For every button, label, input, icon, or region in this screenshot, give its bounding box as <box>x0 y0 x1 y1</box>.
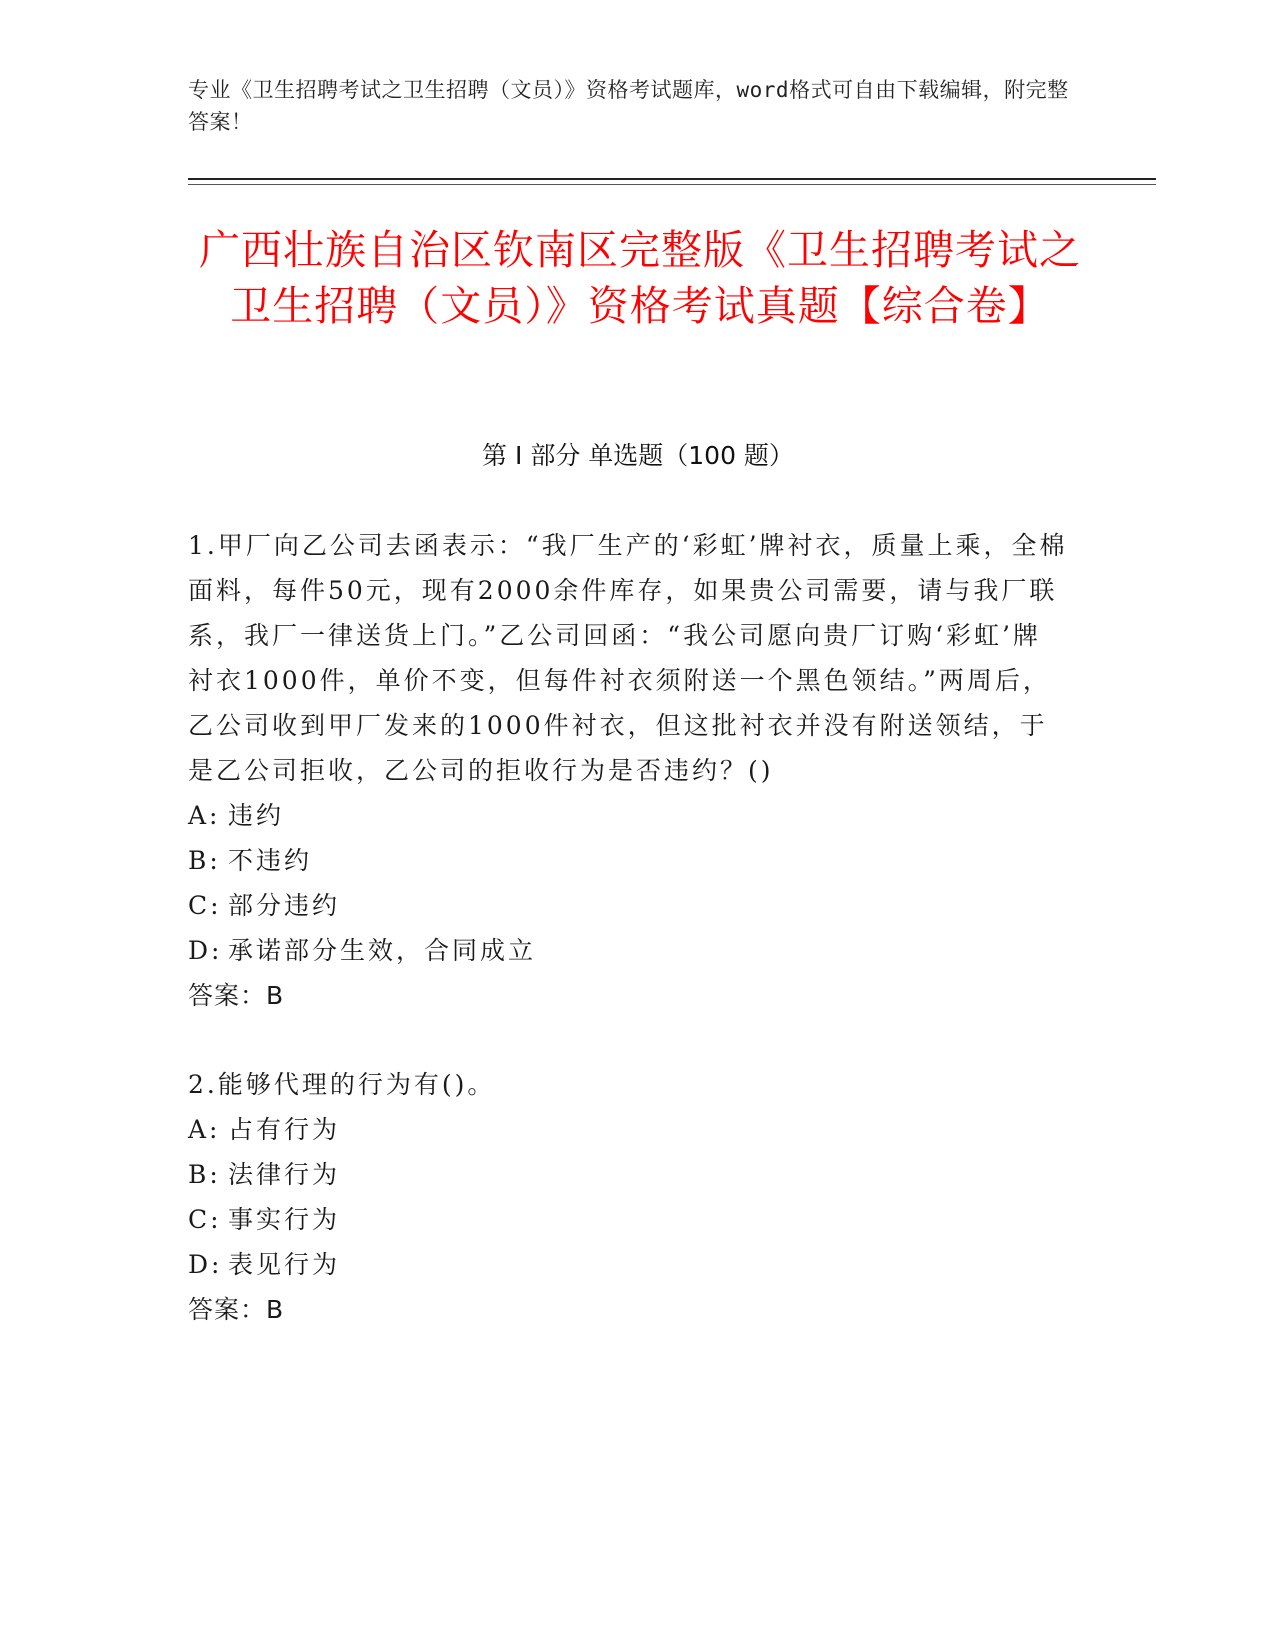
option-text: 承诺部分生效，合同成立 <box>228 936 537 965</box>
option-text: 违约 <box>228 801 285 830</box>
option-text: 占有行为 <box>228 1115 341 1144</box>
answer: 答案：B <box>188 981 285 1010</box>
option-text: 部分违约 <box>228 891 341 920</box>
document-title: 广西壮族自治区钦南区完整版《卫生招聘考试之卫生招聘（文员）》资格考试真题【综合卷】 <box>199 226 1081 330</box>
question-stem: 1.甲厂向乙公司去函表示：“我厂生产的‘彩虹’牌衬衣，质量上乘，全棉面料，每件50元，现有2000余件库存，如果贵公司需要，请与我厂联系，我厂一律送货上门。”乙公司回函：“我公司愿向贵厂订购‘彩虹’牌衬衣1000件，单价不变，但每件衬衣须附送一个黑色领结。”两周后，乙公司收到甲厂发来的1000件衬衣，但这批衬衣并没有附送领结，于是乙公司拒收，乙公司的拒收行为是否违约？() <box>188 531 1068 785</box>
option-a <box>188 1107 1068 1152</box>
answer: 答案：B <box>188 1295 285 1324</box>
option-letter: D: <box>188 936 223 965</box>
option-letter: A: <box>188 801 221 830</box>
option-letter: B: <box>188 1160 221 1189</box>
option-b <box>188 1152 1068 1197</box>
section-heading: 第 I 部分 单选题（100 题） <box>482 441 794 470</box>
option-text: 法律行为 <box>228 1160 341 1189</box>
option-letter: D: <box>188 1250 223 1279</box>
option-d <box>188 928 1068 973</box>
option-c <box>188 1197 1068 1242</box>
option-text: 不违约 <box>228 846 313 875</box>
option-letter: C: <box>188 891 222 920</box>
option-text: 表见行为 <box>228 1250 341 1279</box>
option-d <box>188 1242 1068 1287</box>
header-divider-thick <box>188 178 1156 180</box>
option-letter: A: <box>188 1115 221 1144</box>
option-c <box>188 883 1068 928</box>
option-b <box>188 838 1068 883</box>
question-1 <box>188 523 1068 1018</box>
option-letter: B: <box>188 846 221 875</box>
option-a <box>188 793 1068 838</box>
header-note: 专业《卫生招聘考试之卫生招聘（文员）》资格考试题库，word格式可自由下载编辑，附完整答案！ <box>188 78 1069 134</box>
question-stem: 2.能够代理的行为有()。 <box>188 1070 496 1099</box>
header-divider-thin <box>188 184 1156 185</box>
question-2 <box>188 1062 1068 1332</box>
option-text: 事实行为 <box>228 1205 341 1234</box>
option-letter: C: <box>188 1205 222 1234</box>
